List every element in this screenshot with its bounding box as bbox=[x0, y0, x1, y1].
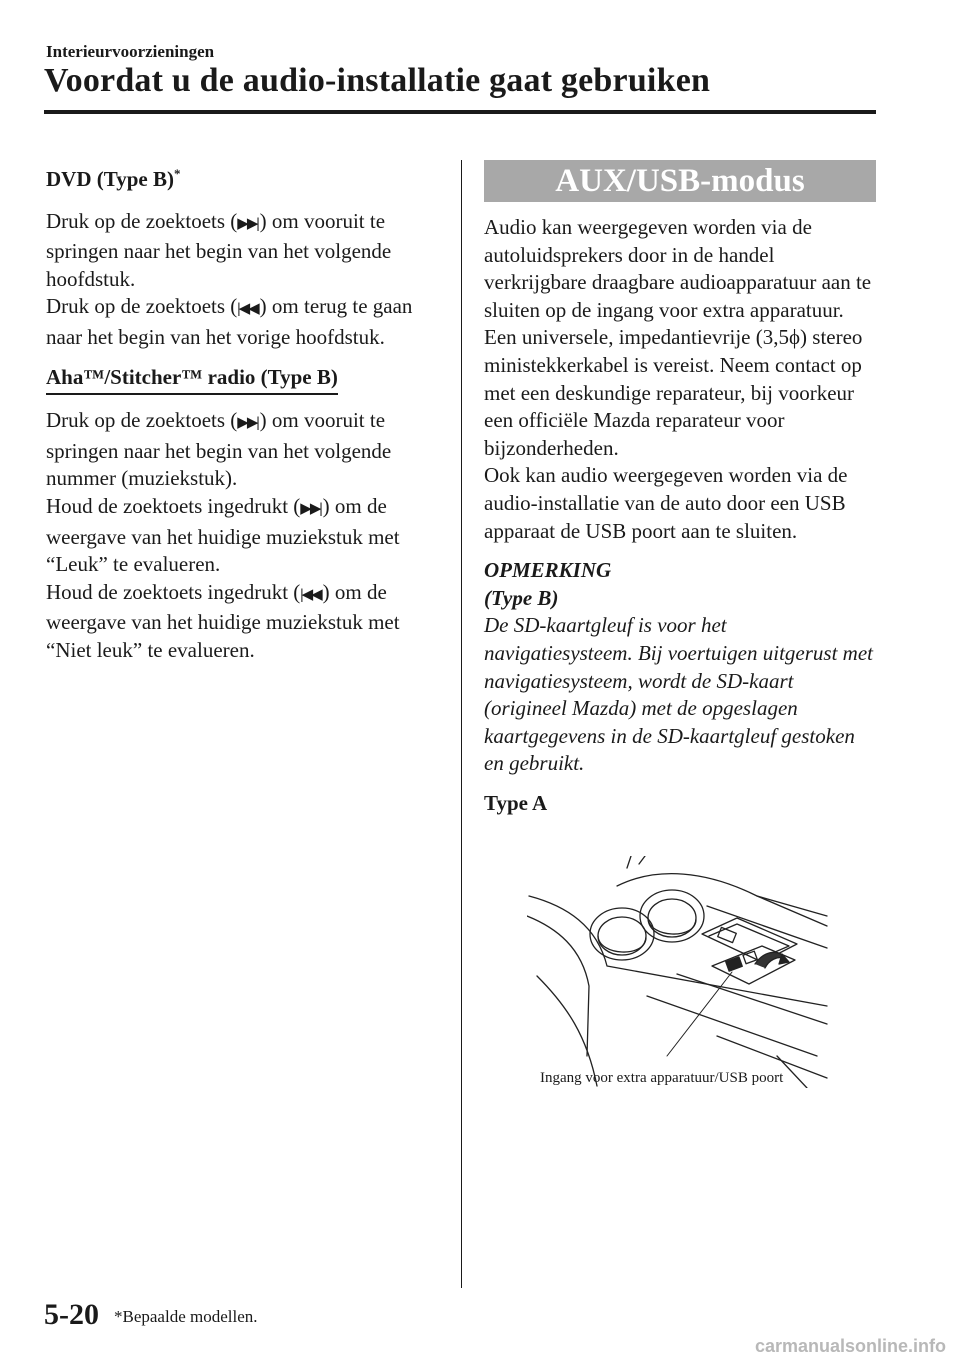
aha-paragraph-3: Houd de zoektoets ingedrukt (|◀◀) om de weergave van het huidige muziekstuk met “Niet leuk” te evalueren. bbox=[46, 579, 400, 662]
seek-back-icon: |◀◀ bbox=[300, 586, 321, 603]
page-number: 5-20 bbox=[44, 1298, 99, 1331]
footnote-marker: * bbox=[173, 166, 181, 181]
aha-paragraph-1: Druk op de zoektoets (▶▶|) om vooruit te springen naar het begin van het volgende nummer (muziekstuk). bbox=[46, 408, 392, 491]
note-type: (Type B) bbox=[484, 585, 559, 610]
seek-forward-icon: ▶▶| bbox=[300, 500, 321, 517]
aux-paragraph-3: Ook kan audio weergegeven worden via de audio-installatie van de auto door een USB apparaat de USB poort aan te sluiten. bbox=[484, 463, 848, 543]
page-title: Voordat u de audio-installatie gaat gebruiken bbox=[44, 62, 711, 99]
seek-forward-icon: ▶▶| bbox=[237, 215, 258, 232]
chapter-label: Interieurvoorzieningen bbox=[46, 42, 215, 61]
section-banner: AUX/USB-modus bbox=[484, 160, 876, 202]
title-divider bbox=[44, 110, 876, 114]
seek-forward-icon: ▶▶| bbox=[237, 415, 258, 432]
aha-stitcher-heading: Aha™/Stitcher™ radio (Type B) bbox=[46, 364, 338, 396]
figure-caption: Ingang voor extra apparatuur/USB poort bbox=[540, 1070, 784, 1086]
left-column bbox=[46, 160, 446, 665]
dvd-heading: DVD (Type B)* bbox=[46, 166, 181, 191]
dvd-paragraph-1: Druk op de zoektoets (▶▶|) om vooruit te springen naar het begin van het volgende hoofdstuk. bbox=[46, 208, 392, 291]
column-divider bbox=[461, 160, 462, 1288]
aha-paragraph-2: Houd de zoektoets ingedrukt (▶▶|) om de weergave van het huidige muziekstuk met “Leuk” te evalueren. bbox=[46, 493, 400, 577]
aux-paragraph-2: Een universele, impedantievrije (3,5ϕ) stereo ministekkerkabel is vereist. Neem contact op met een deskundige reparateur, bij voorkeur een officiële Mazda reparateur voor bijzonderheden. bbox=[484, 325, 863, 460]
watermark: carmanualsonline.info bbox=[754, 1336, 946, 1356]
aux-paragraph-1: Audio kan weergegeven worden via de autoluidsprekers door in de handel verkrijgbare draagbare audioapparatuur aan te sluiten op de ingang voor extra apparatuur. bbox=[484, 215, 872, 322]
right-column bbox=[484, 160, 876, 817]
footnote: *Bepaalde modellen. bbox=[114, 1307, 258, 1326]
note-text: De SD-kaartgleuf is voor het navigatiesysteem. Bij voertuigen uitgerust met navigatiesysteem, wordt de SD-kaart (origineel Mazda) met de opgeslagen kaartgegevens in de SD-kaartgleuf gestoken en gebruikt. bbox=[484, 613, 873, 776]
console-illustration bbox=[527, 856, 837, 1088]
seek-back-icon: |◀◀ bbox=[237, 301, 258, 318]
dvd-paragraph-2: Druk op de zoektoets (|◀◀) om terug te gaan naar het begin van het vorige hoofdstuk. bbox=[46, 294, 413, 349]
type-a-label: Type A bbox=[484, 790, 548, 815]
note-label: OPMERKING bbox=[484, 558, 612, 583]
